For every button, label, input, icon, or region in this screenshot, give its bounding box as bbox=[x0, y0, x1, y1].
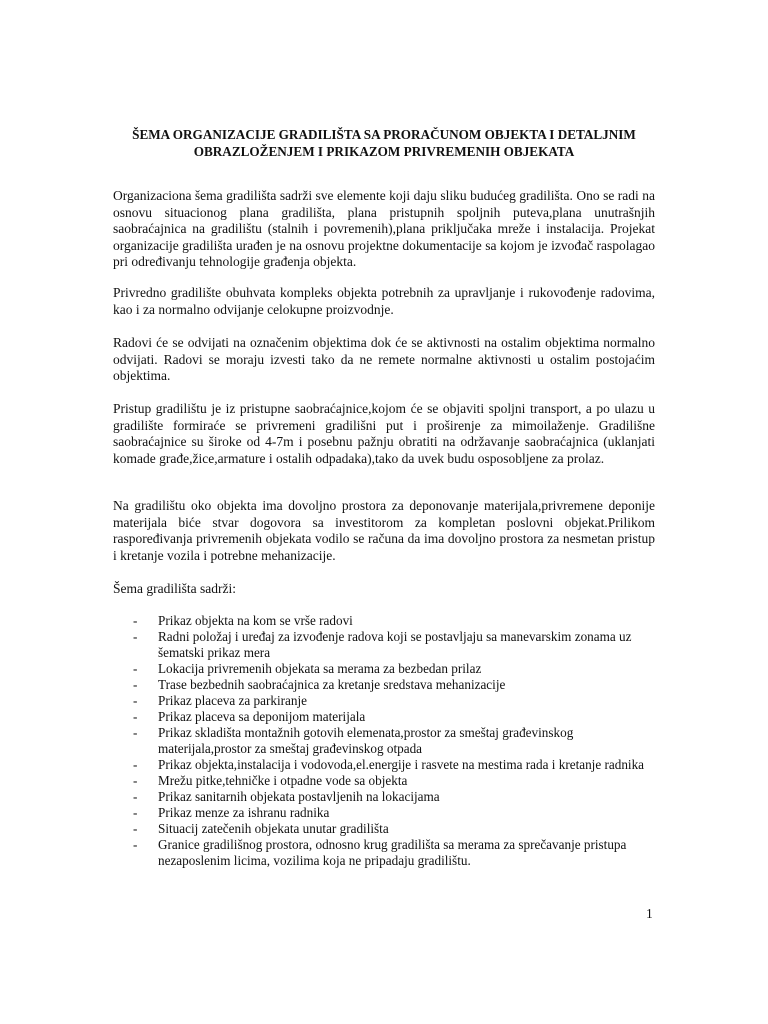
list-bullet: - bbox=[133, 613, 138, 628]
list-bullet: - bbox=[133, 821, 138, 836]
list-item bbox=[113, 725, 655, 757]
paragraph-works: Radovi će se odvijati na označenim objektima dok će se aktivnosti na ostalim objektima normalno odvijati. Radovi se moraju izvesti tako da ne remete normalne aktivnosti u ostalim postojaćim objektima. bbox=[113, 335, 655, 383]
list-item-text: Granice gradilišnog prostora, odnosno krug gradilišta sa merama za sprečavanje pristupa nezaposlenim licima, vozilima koja ne pripadaju gradilištu. bbox=[158, 837, 627, 868]
paragraph-intro: Organizaciona šema gradilišta sadrži sve elemente koji daju sliku budućeg gradilišta. Ono se radi na osnovu situacionog plana gradilišta, plana pristupnih spoljnih puteva,plana unutrašnjih saobraćajnica na gradilištu (stalnih i povremenih),plana priključaka mreže i instalacija. Projekat organizacije gradilišta urađen je na osnovu projektne dokumentacije sa kojom je izvođač raspolagao pri određivanju tehnologije građenja objekta. bbox=[113, 188, 655, 269]
paragraph-site-scope: Privredno gradilište obuhvata kompleks objekta potrebnih za upravljanje i rukovođenje radovima, kao i za normalno odvijanje celokupne proizvodnje. bbox=[113, 285, 655, 317]
paragraph-storage: Na gradilištu oko objekta ima dovoljno prostora za deponovanje materijala,privremene deponije materijala biće stvar dogovora sa investitorom za kompletan poslovni objekat.Prilikom raspoređivanja privremenih objekata vodilo se računa da ima dovoljno prostora za nesmetan pristup i kretanje vozila i potrebne mehanizacije. bbox=[113, 498, 655, 563]
paragraph-access: Pristup gradilištu je iz pristupne saobraćajnice,kojom će se objaviti spoljni transport, a po ulazu u gradilište formiraće se privremeni gradilišni put i proširenje za mimoilaženje. Gradilišne saobraćajnice su široke od 4-7m i posebnu pažnju obratiti na održavanje saobraćajnica (uklanjati komade građe,žice,armature i ostalih odpadaka),tako da uvek budu osposobljene za prolaz. bbox=[113, 401, 655, 466]
list-item bbox=[113, 757, 655, 773]
list-bullet: - bbox=[133, 709, 138, 724]
list-bullet: - bbox=[133, 773, 138, 788]
list-item-text: Prikaz placeva za parkiranje bbox=[158, 693, 308, 708]
list-item bbox=[113, 773, 655, 789]
list-item-text: Trase bezbednih saobraćajnica za kretanje sredstava mehanizacije bbox=[158, 677, 506, 692]
list-bullet: - bbox=[133, 837, 138, 852]
list-item bbox=[113, 805, 655, 821]
list-item-text: Prikaz objekta na kom se vrše radovi bbox=[158, 613, 353, 628]
list-item bbox=[113, 821, 655, 837]
document-title bbox=[113, 126, 655, 160]
list-item bbox=[113, 677, 655, 693]
list-item-text: Situacij zatečenih objekata unutar gradilišta bbox=[158, 821, 389, 836]
list-item-text: Prikaz placeva sa deponijom materijala bbox=[158, 709, 366, 724]
list-bullet: - bbox=[133, 805, 138, 820]
list-item bbox=[113, 789, 655, 805]
list-item-text: Radni položaj i uređaj za izvođenje radova koji se postavljaju sa manevarskim zonama uz šematski prikaz mera bbox=[158, 629, 632, 660]
list-bullet: - bbox=[133, 629, 138, 644]
list-bullet: - bbox=[133, 757, 138, 772]
list-bullet: - bbox=[133, 661, 138, 676]
list-item bbox=[113, 629, 655, 661]
list-item-text: Mrežu pitke,tehničke i otpadne vode sa objekta bbox=[158, 773, 408, 788]
list-item-text: Prikaz skladišta montažnih gotovih elemenata,prostor za smeštaj građevinskog materijala,prostor za smeštaj građevinskog otpada bbox=[158, 725, 574, 756]
list-item-text: Prikaz menze za ishranu radnika bbox=[158, 805, 330, 820]
list-bullet: - bbox=[133, 677, 138, 692]
list-item bbox=[113, 837, 655, 869]
title-line-2: OBRAZLOŽENJEM I PRIKAZOM PRIVREMENIH OBJEKATA bbox=[193, 144, 575, 159]
list-item bbox=[113, 709, 655, 725]
list-bullet: - bbox=[133, 725, 138, 740]
list-bullet: - bbox=[133, 789, 138, 804]
list-bullet: - bbox=[133, 693, 138, 708]
title-line-1: ŠEMA ORGANIZACIJE GRADILIŠTA SA PRORAČUNOM OBJEKTA I DETALJNIM bbox=[132, 127, 636, 142]
list-heading: Šema gradilišta sadrži: bbox=[113, 581, 236, 596]
page-number: 1 bbox=[646, 906, 653, 921]
list-item-text: Prikaz objekta,instalacija i vodovoda,el.energije i rasvete na mestima rada i kretanje radnika bbox=[158, 757, 645, 772]
list-item bbox=[113, 661, 655, 677]
list-item-text: Lokacija privremenih objekata sa merama za bezbedan prilaz bbox=[158, 661, 482, 676]
list-item bbox=[113, 613, 655, 629]
list-item bbox=[113, 693, 655, 709]
list-item-text: Prikaz sanitarnih objekata postavljenih na lokacijama bbox=[158, 789, 440, 804]
site-plan-contents-list bbox=[113, 613, 655, 869]
